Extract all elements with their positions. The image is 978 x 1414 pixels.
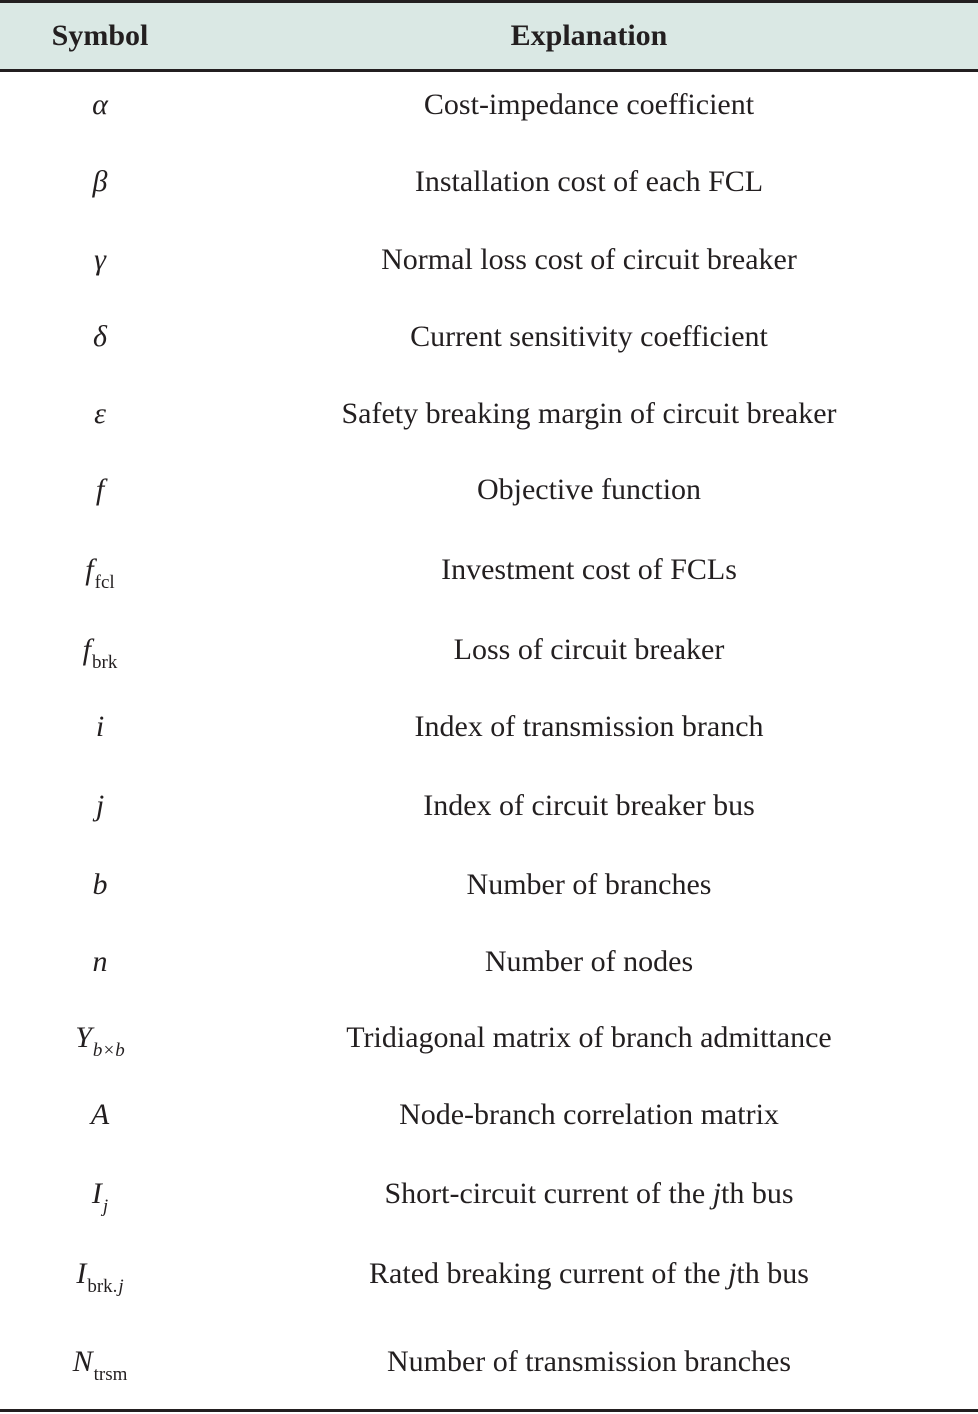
explanation-cell: Normal loss cost of circuit breaker bbox=[381, 243, 797, 276]
symbol-main: N bbox=[72, 1345, 93, 1378]
symbol-subscript: brk. bbox=[87, 1276, 118, 1297]
explanation-cell: Objective function bbox=[476, 473, 702, 506]
explanation-text-pre: Rated breaking current of the bbox=[369, 1257, 729, 1290]
explanation-cell bbox=[200, 1257, 978, 1291]
symbol-cell bbox=[0, 633, 200, 674]
explanation-text-j: j bbox=[712, 1177, 722, 1210]
explanation-text-pre: Short-circuit current of the bbox=[384, 1177, 713, 1210]
symbol-main: I bbox=[91, 1177, 102, 1210]
symbol-cell bbox=[0, 553, 200, 594]
symbol-main: I bbox=[76, 1257, 87, 1290]
symbol-cell: ε bbox=[94, 397, 106, 430]
symbol-main: f bbox=[82, 633, 91, 666]
symbol-cell: n bbox=[92, 945, 108, 978]
symbol-cell: j bbox=[95, 789, 105, 822]
symbol-cell: β bbox=[92, 165, 108, 198]
table-bottom-rule bbox=[0, 1409, 978, 1412]
explanation-text-post: th bus bbox=[721, 1177, 794, 1210]
symbol-main: Y bbox=[75, 1021, 92, 1054]
symbol-cell: α bbox=[92, 88, 108, 121]
symbol-cell bbox=[0, 1021, 200, 1062]
symbol-cell bbox=[0, 1345, 200, 1386]
symbol-subscript: brk bbox=[92, 652, 118, 673]
symbol-cell: γ bbox=[94, 243, 106, 276]
explanation-cell: Installation cost of each FCL bbox=[414, 165, 764, 198]
symbol-subscript: trsm bbox=[93, 1364, 128, 1385]
explanation-cell: Cost-impedance coefficient bbox=[423, 88, 755, 121]
header-symbol: Symbol bbox=[51, 19, 149, 52]
explanation-cell: Safety breaking margin of circuit breaker bbox=[341, 397, 837, 430]
explanation-cell: Number of branches bbox=[466, 868, 712, 901]
symbol-subscript: b×b bbox=[92, 1040, 125, 1061]
explanation-text-post: th bus bbox=[736, 1257, 809, 1290]
table-header-rule bbox=[0, 69, 978, 72]
explanation-cell bbox=[200, 1177, 978, 1211]
explanation-cell: Investment cost of FCLs bbox=[441, 553, 737, 586]
symbol-cell: f bbox=[95, 473, 105, 506]
symbol-cell bbox=[0, 1177, 200, 1218]
explanation-cell: Loss of circuit breaker bbox=[453, 633, 725, 666]
symbol-cell: b bbox=[92, 868, 108, 901]
explanation-cell: Index of circuit breaker bus bbox=[423, 789, 755, 822]
symbol-cell bbox=[0, 1257, 200, 1298]
explanation-cell: Number of transmission branches bbox=[386, 1345, 792, 1378]
symbol-subscript: fcl bbox=[94, 572, 115, 593]
symbol-main: f bbox=[85, 553, 94, 586]
explanation-cell: Index of transmission branch bbox=[414, 710, 764, 743]
symbol-subscript-j: j bbox=[118, 1276, 124, 1297]
symbol-subscript: j bbox=[102, 1196, 109, 1217]
header-explanation: Explanation bbox=[510, 19, 668, 52]
symbol-cell: A bbox=[90, 1098, 110, 1131]
explanation-cell: Node-branch correlation matrix bbox=[399, 1098, 779, 1131]
explanation-text-j: j bbox=[728, 1257, 737, 1290]
explanation-cell: Current sensitivity coefficient bbox=[410, 320, 768, 353]
explanation-cell: Number of nodes bbox=[484, 945, 694, 978]
symbol-cell: i bbox=[95, 710, 105, 743]
explanation-cell: Tridiagonal matrix of branch admittance bbox=[346, 1021, 832, 1054]
symbol-cell: δ bbox=[93, 320, 107, 353]
